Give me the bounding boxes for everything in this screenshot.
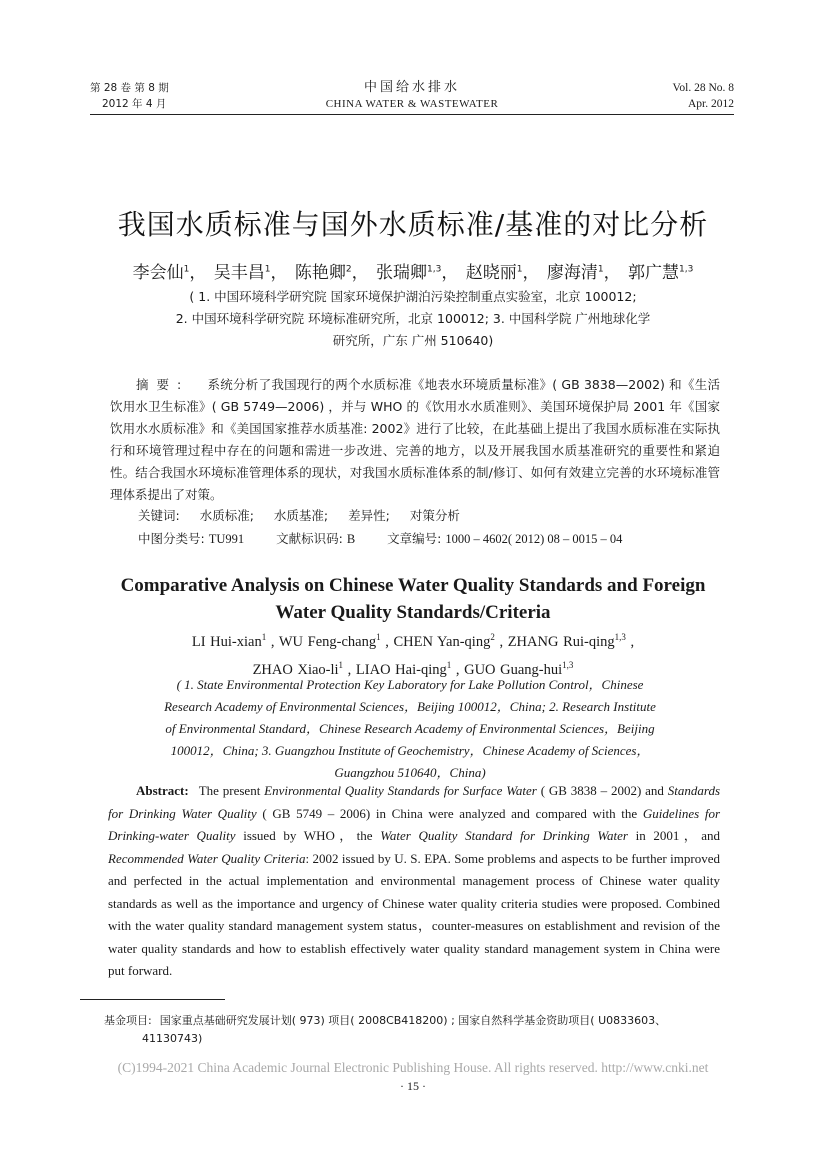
abstract-label-cn: 摘要: (136, 377, 190, 392)
title-en-line: Comparative Analysis on Chinese Water Quality Standards and Foreign (120, 575, 706, 596)
volume-issue-cn: 第 28 卷 第 8 期 (90, 82, 169, 94)
abstract-text: ( GB 5749 – 2006) in China were analyzed and compared with the (256, 805, 643, 821)
clc-value: TU991 (208, 532, 245, 546)
author-en: LIAO Hai-qing$^1$ (355, 659, 452, 678)
standard-title: Standards for Drinking Water Quality (108, 783, 720, 821)
funding-text: 国家重点基础研究发展计划( 973) 项目( 2008CB418200) ; 国家自然科学基金资助项目( U0833603、 (159, 1014, 667, 1027)
author-line-en: LI Hui-xian$^1$ , WU Feng-chang$^1$ , CHEN Yan-qing$^2$ , ZHANG Rui-qing$^{1,3}$ , (191, 632, 635, 650)
abstract-text: : 2002 issued by U. S. EPA. Some problems and aspects to be further improved and perfected in the actual implementation and environmental management process of Chinese water quality standards as well as the importance and urgency of Chinese water quality criteria studies were proposed. Combined with the water quality standard management system status，counter-measures on establishment and revision of the water quality standards and how to establish effectively water quality standard management system in China were put forward. (108, 850, 720, 978)
author-en: ZHAO Xiao-$li^1$ (252, 659, 344, 678)
author-line-en: ZHAO Xiao-$li^1$ , LIAO Hai-qing$^1$ , GUO Guang-hui$^{1,3}$ (252, 659, 574, 678)
journal-name-cn: 中国给水排水 (363, 80, 460, 95)
copyright-notice: (C)1994-2021 China Academic Journal Electronic Publishing House. All rights reserved. http://www.cnki.net (117, 1060, 709, 1075)
classification-line (138, 529, 622, 547)
funding-note (104, 1012, 754, 1048)
affiliation-line: 研究所，广东 广州 510640) (332, 333, 494, 348)
standard-title: Environmental Quality Standards for Surface Water (264, 783, 537, 798)
standard-title: Guidelines for Drinking-water Quality (108, 805, 721, 843)
article-number-label: 文章编号: (387, 531, 442, 546)
journal-name (90, 80, 734, 112)
author-en: ZHANG Rui-qing$^{1,3}$ (507, 632, 626, 650)
author-cn: 张瑞卿$^{1,3}$ (376, 263, 442, 283)
author-cn: 陈艳卿$^2$ (294, 263, 352, 283)
author-cn: 李会仙$^1$ (132, 263, 190, 283)
abstract-text: in 2001，and (627, 828, 720, 843)
title-en-line: Water Quality Standards/Criteria (275, 602, 551, 623)
doc-code-label: 文献标识码: (276, 531, 343, 546)
affiliation-en-line: of Environmental Standard，Chinese Research Academy of Environmental Sciences，Beijing (165, 721, 655, 736)
article-title-cn: 我国水质标准与国外水质标准/基准的对比分析 (117, 208, 709, 241)
author-en: LI Hui-xian$^1$ (191, 632, 267, 650)
keyword: 水质标准; (199, 508, 254, 523)
author-cn: 赵晓丽$^1$ (465, 263, 523, 283)
abstract-cn (110, 374, 720, 506)
footnote-divider (80, 999, 225, 1000)
abstract-text: The present (198, 783, 265, 798)
clc-label: 中图分类号: (138, 531, 205, 546)
keyword: 差异性; (348, 508, 390, 523)
affiliation-line: 2. 中国环境科学研究院 环境标准研究所，北京 100012; 3. 中国科学院 广州地球化学 (175, 311, 651, 326)
affiliations-en (140, 674, 680, 784)
keyword: 对策分析 (409, 508, 460, 523)
volume-issue-en (673, 80, 734, 112)
affiliations-cn (0, 286, 826, 352)
funding-label: 基金项目: (104, 1014, 152, 1027)
affiliation-en-line: Guangzhou 510640，China) (334, 765, 486, 780)
standard-title: Water Quality Standard for Drinking Water (380, 828, 628, 843)
affiliation-en-line: 100012，China; 3. Guangzhou Institute of Geochemistry，Chinese Academy of Sciences， (170, 743, 650, 758)
issue-date-en: Apr. 2012 (688, 98, 734, 110)
journal-header (90, 80, 734, 115)
article-number-value: 1000 – 4602( 2012) 08 – 0015 – 04 (445, 532, 623, 546)
abstract-en (108, 780, 720, 983)
author-en: GUO Guang-hui$^{1,3}$ (464, 659, 574, 678)
author-cn: 郭广慧$^{1,3}$ (628, 263, 694, 283)
volume-issue-en-line: Vol. 28 No. 8 (672, 82, 734, 94)
doc-code-value: B (346, 532, 356, 546)
abstract-text: issued by WHO，the (235, 828, 381, 843)
keyword: 水质基准; (273, 508, 329, 523)
author-cn: 吴丰昌$^1$ (213, 263, 271, 283)
page-number: · 15 · (400, 1079, 426, 1093)
issue-date-cn: 2012 年 4 月 (102, 98, 167, 110)
author-list-cn: 李会仙$^1$， 吴丰昌$^1$， 陈艳卿$^2$， 张瑞卿$^{1,3}$， 赵晓丽$^1$， 廖海清$^1$， 郭广慧$^{1,3}$ (132, 263, 694, 283)
standard-title: Recommended Water Quality Criteria (108, 850, 306, 866)
abstract-text: ( GB 3838 – 2002) and (536, 783, 668, 798)
author-cn: 廖海清$^1$ (546, 263, 604, 283)
keywords-label: 关键词: (138, 508, 180, 523)
abstract-text-cn: 系统分析了我国现行的两个水质标准《地表水环境质量标准》( GB 3838—2002) 和《生活饮用水卫生标准》( GB 5749—2006) ，并与 WHO 的《饮用水水质准则》、美国环境保护局 2001 年《国家饮用水水质标准》和《美国国家推荐水质基准: 2002》进行了比较，在此基础上提出了我国水质标准在实际执行和环境管理过程中存在的问题和需进一步改进、完善的地方，以及开展我国水质基准研究的重要性和紧迫性。结合我国水环境标准管理体系的现状，对我国水质标准体系的制/修订、如何有效建立完善的水环境标准管理体系提出了对策。 (110, 377, 720, 502)
author-en: CHEN Yan-qing$^2$ (393, 632, 495, 650)
funding-line: 41130743) (142, 1032, 203, 1045)
author-en: WU Feng-chang$^1$ (278, 632, 381, 650)
keywords-cn (138, 506, 476, 524)
affiliation-en-line: Research Academy of Environmental Sciences，Beijing 100012，China; 2. Research Institute (164, 699, 656, 714)
abstract-label-en: Abstract: (136, 783, 189, 798)
affiliation-en-line: ( 1. State Environmental Protection Key Laboratory for Lake Pollution Control，Chinese (176, 677, 644, 692)
affiliation-line: ( 1. 中国环境科学研究院 国家环境保护湖泊污染控制重点实验室，北京 100012; (189, 289, 637, 304)
journal-name-en: CHINA WATER & WASTEWATER (325, 98, 499, 110)
article-title-en (0, 572, 826, 626)
funding-line (104, 1012, 754, 1030)
